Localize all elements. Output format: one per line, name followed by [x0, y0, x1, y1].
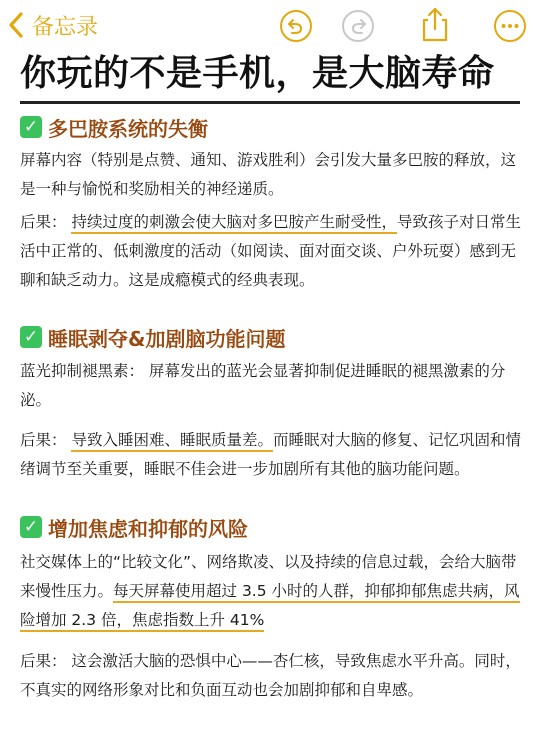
chevron-left-icon — [6, 10, 26, 40]
section-heading — [20, 323, 285, 351]
more-icon[interactable] — [493, 9, 527, 43]
undo-icon[interactable] — [279, 9, 313, 43]
section-heading-text: 多巴胺系统的失衡 — [48, 116, 208, 141]
paragraph — [20, 426, 530, 484]
paragraph: 后果： 这会激活大脑的恐惧中心——杏仁核，导致焦虑水平升高。同时，不真实的网络形象对比和负面互动也会加剧抑郁和自卑感。 — [20, 652, 521, 699]
title-divider — [20, 101, 520, 104]
paragraph: 蓝光抑制褪黑素： 屏幕发出的蓝光会显著抑制促进睡眠的褪黑激素的分泌。 — [20, 362, 506, 409]
page-title: 你玩的不是手机，是大脑寿命 — [20, 53, 495, 94]
paragraph-text: 社交媒体上的“比较文化”、网络欺凌、以及持续的信息过载，会给大脑带来慢性压力。 — [20, 553, 517, 600]
section-heading — [20, 113, 208, 141]
share-icon[interactable] — [418, 5, 452, 43]
section-heading — [20, 513, 248, 541]
paragraph — [20, 548, 530, 635]
paragraph-prefix: 后果： — [20, 431, 67, 449]
highlighted-text: 持续过度的刺激会使大脑对多巴胺产生耐受性， — [71, 213, 397, 234]
section-heading-text: 增加焦虑和抑郁的风险 — [48, 516, 248, 541]
check-mark-icon: ✓ — [20, 516, 42, 538]
paragraph-text: 导致孩子对日常生活中正常的、低刺激度的活动（如阅读、面对面交谈、户外玩耍）感到无聊和缺乏动力。这是成瘾模式的经典表现。 — [20, 213, 521, 289]
highlighted-text: 每天屏幕使用超过 3.5 小时的人群，抑郁抑郁焦虑共病，风险增加 2.3 倍，焦虑指数上升 41% — [20, 582, 520, 632]
paragraph-prefix: 后果： — [20, 213, 67, 231]
nav-bar — [0, 0, 540, 50]
section-heading-text: 睡眠剥夺&加剧脑功能问题 — [48, 326, 286, 351]
paragraph: 屏幕内容（特别是点赞、通知、游戏胜利）会引发大量多巴胺的释放，这是一种与愉悦和奖励相关的神经递质。 — [20, 151, 517, 198]
redo-icon[interactable] — [341, 9, 375, 43]
check-mark-icon: ✓ — [20, 326, 42, 348]
back-button[interactable] — [6, 8, 98, 42]
highlighted-text: 导致入睡困难、睡眠质量差。 — [71, 431, 273, 452]
check-mark-icon: ✓ — [20, 116, 42, 138]
back-label: 备忘录 — [32, 14, 99, 40]
paragraph-text: 而睡眠对大脑的修复、记忆巩固和情绪调节至关重要，睡眠不佳会进一步加剧所有其他的脑功能问题。 — [20, 431, 521, 478]
paragraph — [20, 208, 530, 295]
